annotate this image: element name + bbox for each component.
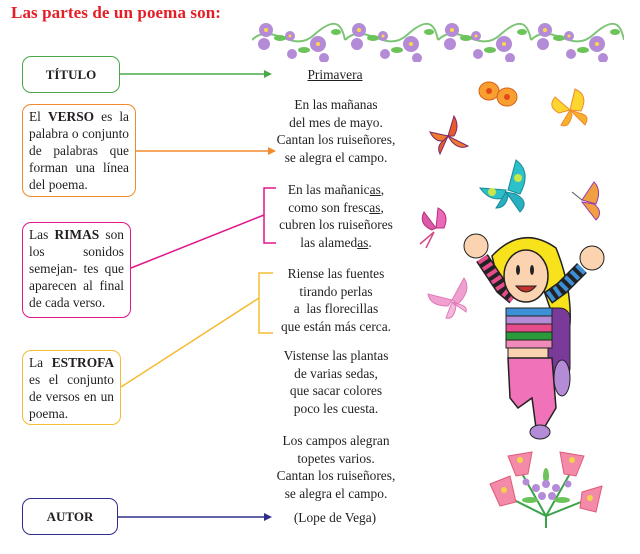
stanza-2-rhymes bbox=[254, 181, 418, 251]
stanza-4 bbox=[254, 347, 418, 417]
verse-line: se alegra el campo. bbox=[284, 149, 388, 165]
verse-line: de varias sedas, bbox=[294, 365, 378, 381]
verse-line: En las mañanas bbox=[294, 97, 378, 112]
verso-term: VERSO bbox=[47, 109, 95, 124]
verso-pre: El bbox=[29, 109, 48, 124]
verso-box bbox=[22, 104, 136, 197]
autor-box bbox=[22, 498, 118, 535]
estrofa-term: ESTROFA bbox=[51, 355, 114, 370]
rimas-pre: Las bbox=[29, 227, 55, 242]
poem-title bbox=[270, 66, 400, 84]
verse-line: En las mañanicas, bbox=[287, 182, 385, 197]
verse-line: Cantan los ruiseñores, bbox=[276, 132, 396, 147]
verse-line: a las florecillas bbox=[293, 301, 379, 316]
estrofa-pre: La bbox=[29, 355, 52, 370]
rhyme-mark: as bbox=[357, 234, 369, 250]
rimas-definition: son los sonidos semejan- tes que aparecen al final de cada verso. bbox=[29, 227, 124, 310]
verse-line: Cantan los ruiseñores, bbox=[276, 468, 396, 483]
rimas-term: RIMAS bbox=[54, 227, 100, 242]
titulo-label: TÍTULO bbox=[45, 67, 97, 82]
verse-line: se alegra el campo. bbox=[284, 485, 388, 501]
stanza-5 bbox=[254, 432, 418, 502]
verse-line: del mes de mayo. bbox=[289, 114, 383, 130]
verse-line: cubren los ruiseñores bbox=[279, 217, 393, 232]
verse-line: como son frescas, bbox=[288, 199, 384, 215]
verse-line: Riense las fuentes bbox=[287, 266, 385, 281]
autor-label: AUTOR bbox=[46, 509, 94, 524]
page-heading: Las partes de un poema son: bbox=[11, 3, 222, 22]
verse-line: tirando perlas bbox=[299, 283, 373, 299]
verse-line: poco les cuesta. bbox=[293, 400, 379, 416]
poem-author-text: (Lope de Vega) bbox=[293, 510, 377, 525]
estrofa-box bbox=[22, 350, 121, 425]
rhyme-mark: as bbox=[369, 199, 381, 215]
stanza-1 bbox=[254, 96, 418, 166]
poem-author bbox=[270, 509, 400, 527]
estrofa-definition: es el conjunto de versos en un poema. bbox=[29, 372, 114, 421]
rhyme-mark: as bbox=[369, 182, 381, 197]
rimas-box bbox=[22, 222, 131, 318]
verse-line: topetes varios. bbox=[297, 450, 375, 466]
verse-line: que sacar colores bbox=[289, 383, 383, 398]
verse-line: Vistense las plantas bbox=[283, 348, 389, 363]
verse-line: Los campos alegran bbox=[282, 433, 390, 448]
titulo-box bbox=[22, 56, 120, 93]
verse-line: que están más cerca. bbox=[280, 318, 392, 334]
poem-title-text: Primavera bbox=[307, 67, 363, 82]
verse-line: las alamedas. bbox=[300, 234, 372, 250]
stanza-3-estrofa bbox=[254, 265, 418, 335]
verso-definition: es la palabra o conjunto de palabras que forman una línea del poema. bbox=[29, 109, 130, 192]
